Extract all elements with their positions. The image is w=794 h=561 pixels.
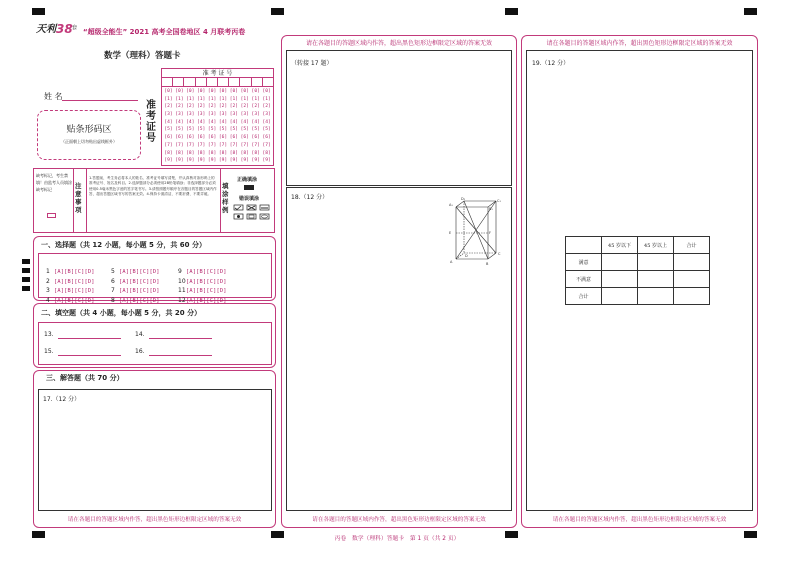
id-digit-bubble[interactable]: [5]: [197, 127, 206, 133]
id-digit-bubble[interactable]: [7]: [186, 142, 195, 148]
id-digit-bubble[interactable]: [7]: [251, 142, 260, 148]
id-digit-bubble[interactable]: [5]: [240, 127, 249, 133]
id-digit-bubble[interactable]: [0]: [229, 89, 239, 94]
choice-number: 7: [111, 287, 115, 295]
id-digit-bubble[interactable]: [3]: [207, 112, 217, 118]
survey-table: [565, 236, 710, 305]
wrong-samples: [233, 204, 273, 222]
id-digit-bubble[interactable]: [0]: [197, 89, 206, 94]
id-digit-bubble[interactable]: [1]: [175, 96, 184, 102]
id-digit-bubble[interactable]: [2]: [229, 104, 239, 110]
page-footer: 丙卷 数学（理科）答题卡 第 1 页（共 2 页）: [334, 536, 460, 542]
table-header: 45 岁以下: [602, 237, 638, 254]
id-digit-bubble[interactable]: [8]: [207, 150, 217, 156]
table-header: [566, 237, 602, 254]
id-digit-bubble[interactable]: [4]: [262, 119, 271, 125]
correct-sample: [244, 185, 254, 190]
svg-text:套: 套: [72, 25, 78, 31]
choice-bubbles[interactable]: [A][B][C][D]: [54, 288, 95, 295]
choice-bubbles[interactable]: [A][B][C][D]: [54, 269, 95, 275]
id-digit-bubble[interactable]: [0]: [207, 89, 217, 94]
warning-col2: 请在各题目的答题区域内作答，超出黑色矩形边框限定区域的答案无效: [312, 517, 486, 523]
id-digit-bubble[interactable]: [7]: [229, 142, 239, 148]
q16-answer-line[interactable]: [149, 355, 212, 356]
blank-box: [38, 322, 272, 365]
svg-text:38: 38: [56, 22, 73, 36]
id-digit-bubble[interactable]: [0]: [218, 89, 228, 94]
exam-title: “超级全能生” 2021 高考全国卷地区 4 月联考丙卷: [83, 28, 246, 36]
q17-answer-area[interactable]: [38, 389, 272, 511]
id-digit-bubble[interactable]: [3]: [251, 112, 260, 118]
fill-title: 填涂样例: [222, 182, 229, 214]
notes-title: 注意事项: [75, 182, 82, 214]
id-digit-bubble[interactable]: [7]: [197, 142, 206, 148]
choice-bubbles[interactable]: [A][B][C][D]: [54, 298, 95, 305]
id-digit-bubble[interactable]: [1]: [240, 96, 249, 102]
id-digit-bubble[interactable]: [5]: [218, 127, 228, 133]
choice-number: 6: [111, 277, 115, 285]
id-digit-bubble[interactable]: [9]: [262, 158, 271, 164]
q13-label: 13.: [44, 331, 54, 338]
card-title: 数学（理科）答题卡: [104, 51, 181, 61]
table-cell[interactable]: [674, 288, 710, 305]
q14-answer-line[interactable]: [149, 338, 212, 339]
id-digit-bubble[interactable]: [9]: [251, 158, 260, 164]
id-digit-bubble[interactable]: [4]: [229, 119, 239, 125]
id-digit-bubble[interactable]: [1]: [164, 96, 173, 102]
choice-number: 8: [111, 297, 115, 305]
timing-mark: [271, 8, 284, 15]
id-digit-bubble[interactable]: [1]: [218, 96, 228, 102]
warning-col2-top: 请在各题目的答题区域内作答，超出黑色矩形边框限定区域的答案无效: [305, 40, 492, 47]
id-digit-bubble[interactable]: [1]: [186, 96, 195, 102]
id-digit-bubble[interactable]: [1]: [197, 96, 206, 102]
table-cell[interactable]: [674, 254, 710, 271]
choice-bubbles[interactable]: [A][B][C][D]: [119, 269, 160, 275]
svg-text:C: C: [498, 252, 501, 256]
choice-bubbles[interactable]: [A][B][C][D]: [119, 278, 160, 285]
id-digit-bubble[interactable]: [3]: [186, 112, 195, 118]
side-mark: [22, 259, 30, 264]
svg-text:F: F: [489, 231, 492, 235]
id-digit-bubble[interactable]: [9]: [218, 158, 228, 164]
table-cell[interactable]: [602, 288, 638, 305]
id-label-vertical: 准考证号: [146, 100, 156, 144]
id-digit-bubble[interactable]: [7]: [240, 142, 249, 148]
id-digit-bubble[interactable]: [8]: [218, 150, 228, 156]
warning-col1: 请在各题目的答题区域内作答，超出黑色矩形边框限定区域的答案无效: [67, 517, 242, 523]
timing-mark: [505, 8, 518, 15]
id-digit-bubble[interactable]: [4]: [240, 119, 249, 125]
id-digit-bubble[interactable]: [6]: [197, 135, 206, 141]
id-digit-bubble[interactable]: [6]: [251, 135, 260, 141]
id-digit-bubble[interactable]: [9]: [186, 158, 195, 164]
id-digit-bubble[interactable]: [9]: [229, 158, 239, 164]
id-digit-bubble[interactable]: [4]: [164, 119, 173, 125]
q19-label: 19.（12 分）: [532, 60, 570, 67]
id-digit-bubble[interactable]: [5]: [186, 127, 195, 133]
section1-title: 一、选择题（共 12 小题，每小题 5 分，共 60 分）: [41, 241, 206, 249]
id-digit-bubble[interactable]: [2]: [186, 104, 195, 110]
choice-number: 11: [178, 287, 186, 295]
id-digit-bubble[interactable]: [2]: [197, 104, 206, 110]
continue-label: （转接 17 题）: [291, 60, 333, 67]
id-digit-bubble[interactable]: [8]: [197, 150, 206, 156]
svg-text:A₁: A₁: [449, 203, 453, 207]
correct-label: 正确填涂: [237, 177, 258, 183]
id-digit-bubble[interactable]: [8]: [262, 150, 271, 156]
table-cell[interactable]: [674, 271, 710, 288]
id-digit-bubble[interactable]: [2]: [175, 104, 184, 110]
id-digit-bubble[interactable]: [2]: [164, 104, 173, 110]
choice-number: 10: [178, 277, 186, 285]
id-grid-title: 准 考 证 号: [162, 69, 273, 78]
choice-number: 3: [46, 287, 50, 295]
id-digit-bubble[interactable]: [9]: [197, 158, 206, 164]
id-digit-bubble[interactable]: [8]: [186, 150, 195, 156]
id-digit-bubble[interactable]: [2]: [218, 104, 228, 110]
id-digit-bubble[interactable]: [9]: [164, 158, 173, 164]
id-digit-bubble[interactable]: [6]: [207, 135, 217, 141]
logo: [36, 20, 80, 36]
id-digit-bubble[interactable]: [3]: [164, 112, 173, 118]
id-digit-bubble[interactable]: [7]: [164, 142, 173, 148]
id-digit-bubble[interactable]: [0]: [186, 89, 195, 94]
id-digit-bubble[interactable]: [4]: [197, 119, 206, 125]
id-digit-bubble[interactable]: [7]: [218, 142, 228, 148]
absent-note: 缺考标记，考生禁填！由监考人员填涂缺考标记: [36, 173, 72, 192]
id-digit-bubble[interactable]: [5]: [229, 127, 239, 133]
table-cell[interactable]: [638, 271, 674, 288]
side-mark: [22, 268, 30, 273]
id-digit-bubble[interactable]: [3]: [262, 112, 271, 118]
svg-text:A: A: [450, 260, 453, 264]
id-digit-bubble[interactable]: [4]: [251, 119, 260, 125]
id-digit-grid[interactable]: [162, 87, 273, 166]
warning-col3: 请在各题目的答题区域内作答，超出黑色矩形边框限定区域的答案无效: [552, 517, 727, 523]
id-grid: [161, 68, 274, 166]
side-mark: [22, 286, 30, 291]
notes-text: 1.答题前，考生务必将本人的姓名、准考证号填写清楚，并认真核对条形码上的准考证号、姓名及科目。2.选择题部分必须使用2B铅笔填涂；非选择题部分必须使用0.5毫米黑色字迹的签字笔书写。3.请按照题号顺序在各题目的答题区域内作答，超出答题区域书写的答案无效。4.保持卡面清洁，不要折叠、不要弄破。: [89, 176, 217, 197]
id-digit-bubble[interactable]: [0]: [240, 89, 249, 94]
id-digit-bubble[interactable]: [1]: [251, 96, 260, 102]
table-cell[interactable]: [602, 271, 638, 288]
table-cell[interactable]: [638, 254, 674, 271]
id-digit-bubble[interactable]: [2]: [207, 104, 217, 110]
id-digit-bubble[interactable]: [4]: [175, 119, 184, 125]
id-digit-bubble[interactable]: [2]: [240, 104, 249, 110]
id-digit-bubble[interactable]: [8]: [229, 150, 239, 156]
id-digit-bubble[interactable]: [5]: [251, 127, 260, 133]
svg-text:B: B: [486, 262, 489, 266]
row-label: 满意: [566, 254, 602, 271]
id-digit-bubble[interactable]: [3]: [218, 112, 228, 118]
prism-figure: [448, 197, 504, 273]
id-digit-bubble[interactable]: [0]: [175, 89, 184, 94]
id-digit-bubble[interactable]: [9]: [207, 158, 217, 164]
timing-mark: [32, 8, 45, 15]
warning-col3-top: 请在各题目的答题区域内作答，超出黑色矩形边框限定区域的答案无效: [546, 40, 733, 47]
id-digit-bubble[interactable]: [4]: [207, 119, 217, 125]
id-digit-bubble[interactable]: [0]: [262, 89, 271, 94]
q16-label: 16.: [135, 348, 145, 355]
row-label: 合计: [566, 288, 602, 305]
id-digit-bubble[interactable]: [2]: [251, 104, 260, 110]
id-digit-bubble[interactable]: [3]: [229, 112, 239, 118]
choice-bubbles[interactable]: [A][B][C][D]: [186, 288, 227, 295]
id-digit-bubble[interactable]: [0]: [251, 89, 260, 94]
table-header: 合计: [674, 237, 710, 254]
id-digit-bubble[interactable]: [5]: [207, 127, 217, 133]
name-label: 姓 名: [44, 92, 63, 101]
side-mark: [22, 277, 30, 282]
id-digit-bubble[interactable]: [3]: [197, 112, 206, 118]
svg-text:天利: 天利: [36, 24, 56, 35]
svg-text:C₁: C₁: [497, 199, 501, 203]
choice-bubbles[interactable]: [A][B][C][D]: [119, 288, 160, 295]
id-digit-bubble[interactable]: [8]: [164, 150, 173, 156]
id-digit-bubble[interactable]: [6]: [229, 135, 239, 141]
section3-title: 三、解答题（共 70 分）: [46, 374, 124, 382]
id-digit-bubble[interactable]: [6]: [218, 135, 228, 141]
id-digit-bubble[interactable]: [3]: [240, 112, 249, 118]
barcode-area: [37, 110, 141, 160]
id-digit-bubble[interactable]: [3]: [175, 112, 184, 118]
id-digit-bubble[interactable]: [1]: [262, 96, 271, 102]
id-digit-bubble[interactable]: [0]: [164, 89, 173, 94]
q15-label: 15.: [44, 348, 54, 355]
id-digit-bubble[interactable]: [9]: [240, 158, 249, 164]
choice-bubbles[interactable]: [A][B][C][D]: [119, 298, 160, 305]
choice-bubbles[interactable]: [A][B][C][D]: [186, 298, 227, 305]
choice-bubbles[interactable]: [A][B][C][D]: [186, 269, 227, 275]
id-digit-bubble[interactable]: [4]: [218, 119, 228, 125]
choice-bubbles[interactable]: [A][B][C][D]: [54, 278, 95, 285]
id-digit-bubble[interactable]: [1]: [229, 96, 239, 102]
svg-text:B₁: B₁: [489, 207, 493, 211]
svg-text:D: D: [465, 254, 468, 258]
id-digit-bubble[interactable]: [7]: [207, 142, 217, 148]
id-digit-bubble[interactable]: [6]: [240, 135, 249, 141]
id-digit-bubble[interactable]: [5]: [164, 127, 173, 133]
q18-label: 18.（12 分）: [291, 194, 329, 201]
table-header: 45 岁以上: [638, 237, 674, 254]
absent-checkbox[interactable]: [47, 213, 56, 218]
id-digit-bubble[interactable]: [1]: [207, 96, 217, 102]
q14-label: 14.: [135, 331, 145, 338]
id-digit-bubble[interactable]: [8]: [175, 150, 184, 156]
id-digit-bubble[interactable]: [7]: [175, 142, 184, 148]
timing-mark: [744, 8, 757, 15]
q13-answer-line[interactable]: [58, 338, 121, 339]
q15-answer-line[interactable]: [58, 355, 121, 356]
choice-number: 12: [178, 297, 186, 305]
choice-number: 9: [178, 268, 182, 275]
id-digit-bubble[interactable]: [6]: [186, 135, 195, 141]
continue-area[interactable]: [286, 50, 512, 186]
row-label: 不满意: [566, 271, 602, 288]
id-digit-bubble[interactable]: [6]: [262, 135, 271, 141]
choice-bubbles[interactable]: [A][B][C][D]: [186, 278, 227, 285]
id-digit-bubble[interactable]: [8]: [240, 150, 249, 156]
svg-text:E: E: [449, 231, 452, 235]
table-cell[interactable]: [638, 288, 674, 305]
q17-label: 17.（12 分）: [43, 396, 81, 403]
id-digit-bubble[interactable]: [9]: [175, 158, 184, 164]
id-digit-bubble[interactable]: [5]: [262, 127, 271, 133]
choice-number: 1: [46, 268, 50, 275]
id-digit-bubble[interactable]: [5]: [175, 127, 184, 133]
id-digit-bubble[interactable]: [8]: [251, 150, 260, 156]
id-digit-bubble[interactable]: [4]: [186, 119, 195, 125]
id-digit-bubble[interactable]: [6]: [164, 135, 173, 141]
id-digit-bubble[interactable]: [7]: [262, 142, 271, 148]
wrong-label: 错误填涂: [239, 196, 260, 202]
id-digit-bubble[interactable]: [2]: [262, 104, 271, 110]
id-digit-bubble[interactable]: [6]: [175, 135, 184, 141]
barcode-title: 贴条形码区: [66, 125, 112, 135]
choice-number: 4: [46, 297, 50, 305]
table-cell[interactable]: [602, 254, 638, 271]
svg-text:D₁: D₁: [461, 197, 466, 201]
barcode-note: （正面朝上切勿贴出虚线框外）: [61, 139, 117, 144]
section2-title: 二、填空题（共 4 小题，每小题 5 分，共 20 分）: [41, 309, 202, 317]
choice-number: 2: [46, 277, 50, 285]
name-field[interactable]: [62, 100, 138, 101]
choice-number: 5: [111, 268, 115, 275]
